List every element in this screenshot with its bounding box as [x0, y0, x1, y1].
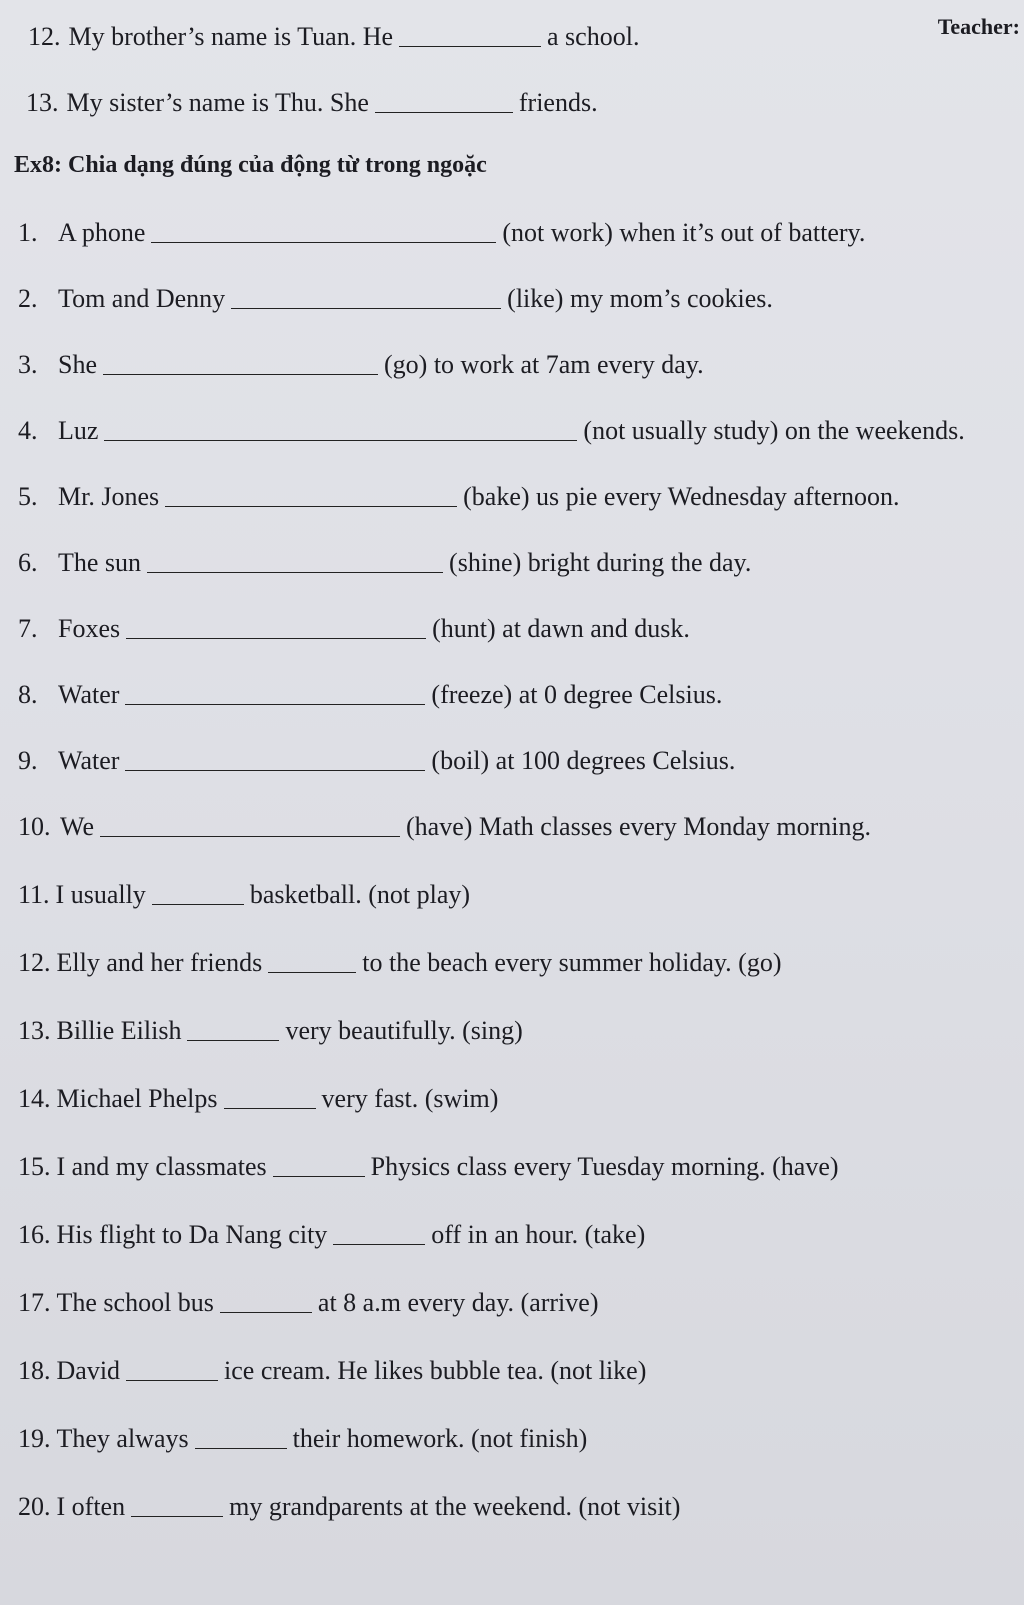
item-number: 6.	[18, 548, 38, 577]
item-number: 14.	[18, 1084, 51, 1113]
item-text-after: very fast. (swim)	[321, 1084, 499, 1113]
item-text-after: (not usually study) on the weekends.	[583, 416, 965, 445]
exercise-item-8	[18, 680, 722, 710]
exercise-item-2	[18, 284, 773, 314]
teacher-label: Teacher:	[937, 14, 1020, 39]
item-text-after: off in an hour. (take)	[431, 1220, 646, 1249]
item-text-after: my grandparents at the weekend. (not visit)	[229, 1492, 681, 1521]
exercise-item-4	[18, 416, 965, 446]
answer-blank[interactable]	[399, 45, 541, 47]
exercise-item-20	[18, 1492, 680, 1522]
item-text-before: Mr. Jones	[58, 482, 160, 511]
exercise-item-14	[18, 1084, 498, 1114]
exercise-item-11	[18, 880, 470, 910]
exercise-item-10	[18, 812, 871, 842]
answer-blank[interactable]	[187, 1039, 279, 1041]
item-number: 13.	[26, 88, 59, 117]
item-number: 8.	[18, 680, 38, 709]
answer-blank[interactable]	[375, 111, 513, 113]
item-text-before: We	[60, 812, 94, 841]
answer-blank[interactable]	[104, 439, 577, 441]
item-text-before: A phone	[58, 218, 146, 247]
item-text-after: (go) to work at 7am every day.	[384, 350, 704, 379]
item-text-before: Water	[58, 680, 120, 709]
item-number: 4.	[18, 416, 38, 445]
item-number: 1.	[18, 218, 38, 247]
item-text-before: Elly and her friends	[56, 948, 263, 977]
answer-blank[interactable]	[126, 637, 426, 639]
item-text-before: The sun	[58, 548, 142, 577]
item-text-before: I often	[56, 1492, 126, 1521]
item-text-after: (have) Math classes every Monday morning.	[406, 812, 871, 841]
item-number: 16.	[18, 1220, 51, 1249]
answer-blank[interactable]	[103, 373, 378, 375]
exercise-heading: Ex8: Chia dạng đúng của động từ trong ngoặc	[14, 152, 487, 178]
item-text-before: Michael Phelps	[56, 1084, 218, 1113]
item-text-before: Billie Eilish	[56, 1016, 182, 1045]
item-number: 2.	[18, 284, 38, 313]
item-text-before: She	[58, 350, 97, 379]
item-text-after: (hunt) at dawn and dusk.	[432, 614, 690, 643]
answer-blank[interactable]	[220, 1311, 312, 1313]
exercise-item-18	[18, 1356, 646, 1386]
item-text-after: a school.	[547, 22, 640, 51]
item-text-before: My brother’s name is Tuan. He	[68, 22, 394, 51]
item-text-after: (not work) when it’s out of battery.	[502, 218, 866, 247]
item-text-before: Foxes	[58, 614, 121, 643]
item-text-after: (shine) bright during the day.	[449, 548, 752, 577]
item-number: 15.	[18, 1152, 51, 1181]
item-number: 7.	[18, 614, 38, 643]
item-number: 9.	[18, 746, 38, 775]
item-text-after: very beautifully. (sing)	[285, 1016, 523, 1045]
item-text-before: David	[56, 1356, 121, 1385]
answer-blank[interactable]	[273, 1175, 365, 1177]
item-number: 5.	[18, 482, 38, 511]
item-text-after: (bake) us pie every Wednesday afternoon.	[463, 482, 900, 511]
item-number: 11.	[18, 880, 50, 909]
item-number: 12.	[18, 948, 51, 977]
exercise-item-17	[18, 1288, 598, 1318]
item-text-after: friends.	[518, 88, 598, 117]
exercise-item-6	[18, 548, 751, 578]
item-text-after: (like) my mom’s cookies.	[507, 284, 773, 313]
answer-blank[interactable]	[151, 241, 496, 243]
answer-blank[interactable]	[131, 1515, 223, 1517]
answer-blank[interactable]	[195, 1447, 287, 1449]
item-number: 17.	[18, 1288, 51, 1317]
item-text-before: The school bus	[56, 1288, 214, 1317]
answer-blank[interactable]	[100, 835, 400, 837]
answer-blank[interactable]	[165, 505, 457, 507]
item-text-after: basketball. (not play)	[249, 880, 471, 909]
item-text-after: to the beach every summer holiday. (go)	[362, 948, 782, 977]
item-text-before: I and my classmates	[56, 1152, 267, 1181]
exercise-item-5	[18, 482, 900, 512]
answer-blank[interactable]	[147, 571, 443, 573]
answer-blank[interactable]	[268, 971, 356, 973]
item-number: 10.	[18, 812, 51, 841]
answer-blank[interactable]	[333, 1243, 425, 1245]
item-text-after: (boil) at 100 degrees Celsius.	[431, 746, 736, 775]
top-item-12	[28, 22, 639, 52]
item-text-before: His flight to Da Nang city	[56, 1220, 328, 1249]
exercise-item-3	[18, 350, 704, 380]
exercise-item-7	[18, 614, 690, 644]
item-text-after: at 8 a.m every day. (arrive)	[317, 1288, 599, 1317]
item-number: 18.	[18, 1356, 51, 1385]
exercise-item-13	[18, 1016, 523, 1046]
item-text-before: Luz	[58, 416, 99, 445]
exercise-item-12	[18, 948, 782, 978]
answer-blank[interactable]	[125, 703, 425, 705]
answer-blank[interactable]	[224, 1107, 316, 1109]
answer-blank[interactable]	[152, 903, 244, 905]
item-text-before: My sister’s name is Thu. She	[66, 88, 369, 117]
top-item-13	[26, 88, 598, 118]
answer-blank[interactable]	[126, 1379, 218, 1381]
answer-blank[interactable]	[125, 769, 425, 771]
item-text-before: Water	[58, 746, 120, 775]
exercise-item-15	[18, 1152, 839, 1182]
item-number: 19.	[18, 1424, 51, 1453]
exercise-item-19	[18, 1424, 587, 1454]
exercise-item-9	[18, 746, 735, 776]
exercise-item-16	[18, 1220, 645, 1250]
item-text-after: (freeze) at 0 degree Celsius.	[431, 680, 723, 709]
item-text-before: They always	[56, 1424, 189, 1453]
item-text-before: I usually	[55, 880, 146, 909]
item-text-before: Tom and Denny	[58, 284, 226, 313]
item-text-after: their homework. (not finish)	[292, 1424, 588, 1453]
exercise-item-1	[18, 218, 865, 248]
item-number: 12.	[28, 22, 61, 51]
answer-blank[interactable]	[231, 307, 501, 309]
item-number: 3.	[18, 350, 38, 379]
item-text-after: Physics class every Tuesday morning. (have)	[370, 1152, 839, 1181]
item-number: 20.	[18, 1492, 51, 1521]
item-text-after: ice cream. He likes bubble tea. (not like)	[224, 1356, 647, 1385]
item-number: 13.	[18, 1016, 51, 1045]
